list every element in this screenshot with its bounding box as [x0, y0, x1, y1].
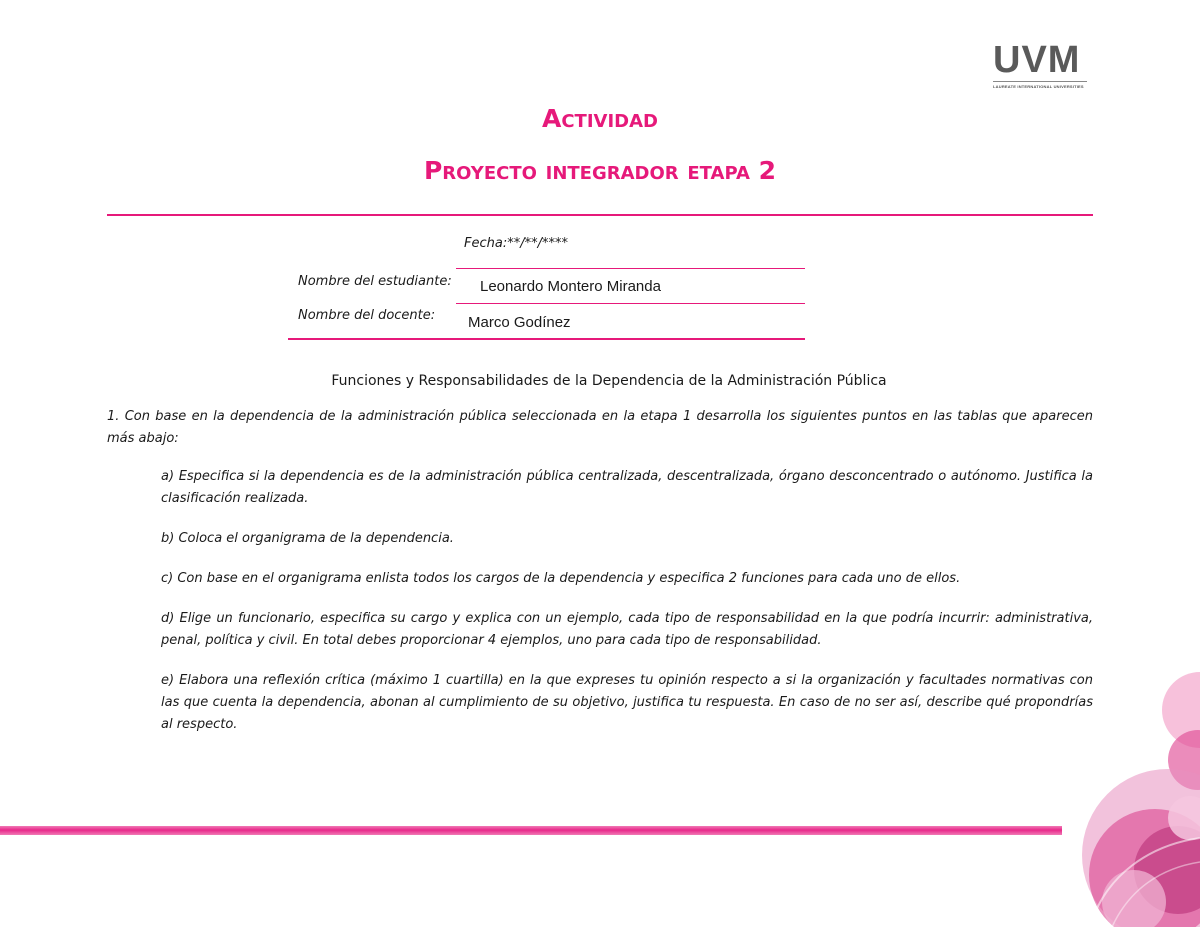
page-subtitle: Proyecto integrador etapa 2	[423, 156, 777, 185]
teacher-name: Marco Godínez	[468, 314, 571, 331]
logo-divider	[993, 81, 1087, 82]
header-divider	[107, 214, 1093, 216]
student-underline	[456, 303, 805, 304]
logo-text: UVM	[993, 39, 1081, 81]
logo-subtitle: LAUREATE INTERNATIONAL UNIVERSITIES	[993, 84, 1084, 89]
instruction-item-a: a) Especifica si la dependencia es de la administración pública centralizada, descentralizada, órgano desconcentrado o autónomo. Justifica la clasificación realizada.	[161, 469, 1093, 506]
instruction-item-c: c) Con base en el organigrama enlista todos los cargos de la dependencia y especifica 2 funciones para cada uno de ellos.	[161, 571, 961, 586]
decorative-swirl	[1050, 640, 1200, 927]
date-field: Fecha:**/**/****	[464, 236, 568, 251]
student-label: Nombre del estudiante:	[298, 274, 452, 289]
page-title: Actividad	[542, 104, 658, 133]
footer-band	[0, 826, 1062, 835]
date-underline	[456, 268, 805, 269]
instruction-item-e: e) Elabora una reflexión crítica (máximo 1 cuartilla) en la que expreses tu opinión respecto a si la organización y facultades normativas con las que cuenta la dependencia, abonan al cumplimiento de su objetivo, justifica tu respuesta. En caso de no ser así, describe qué propondrías al respecto.	[161, 673, 1093, 732]
teacher-label: Nombre del docente:	[298, 308, 436, 323]
uvm-logo	[993, 40, 1089, 90]
teacher-underline	[288, 338, 805, 340]
student-name: Leonardo Montero Miranda	[480, 278, 661, 295]
instructions-intro: 1. Con base en la dependencia de la administración pública seleccionada en la etapa 1 desarrolla los siguientes puntos en las tablas que aparecen más abajo:	[107, 409, 1093, 446]
instruction-item-b: b) Coloca el organigrama de la dependencia.	[161, 531, 454, 546]
instruction-item-d: d) Elige un funcionario, especifica su cargo y explica con un ejemplo, cada tipo de responsabilidad en la que podría incurrir: administrativa, penal, política y civil. En total debes proporcionar 4 ejemplos, uno para cada tipo de responsabilidad.	[161, 611, 1093, 648]
section-heading: Funciones y Responsabilidades de la Dependencia de la Administración Pública	[331, 373, 887, 389]
